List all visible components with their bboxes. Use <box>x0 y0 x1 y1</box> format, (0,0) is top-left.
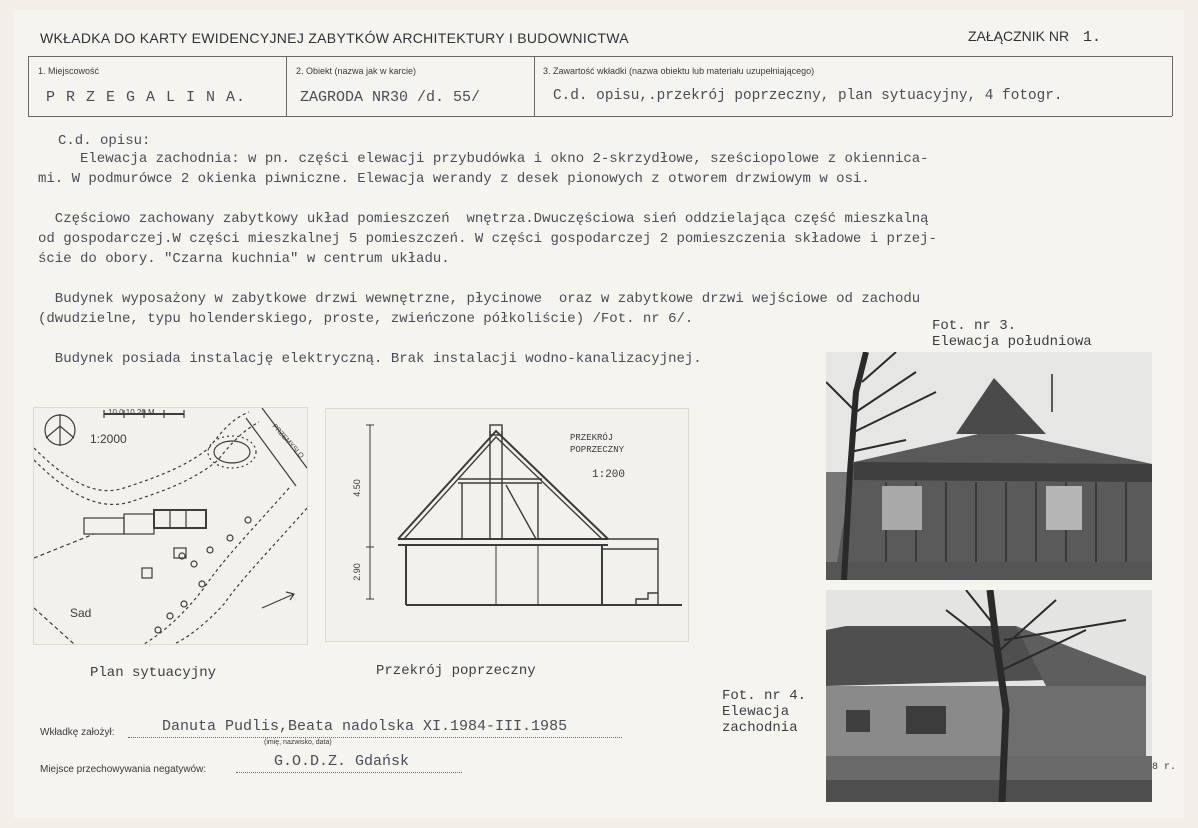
cross-section-drawing <box>326 409 688 641</box>
photo-3-caption-title: Elewacja południowa <box>932 334 1092 350</box>
photo-4-caption-title-1: Elewacja <box>722 704 790 720</box>
edge-mark: 8 r. <box>1152 762 1177 773</box>
description-line: od gospodarczej.W części mieszkalnej 5 pomieszczeń. W części gospodarczej 2 pomieszczenia składowe i przej- <box>38 231 937 247</box>
author-hint: (imię, nazwisko, data) <box>264 739 332 746</box>
annex-number: 1. <box>1083 29 1102 46</box>
dimension-upper: 4.50 <box>351 479 362 497</box>
dimension-lower: 2.90 <box>351 563 362 581</box>
plan-road-label: PRZEMYSLO <box>270 423 305 460</box>
photo-3-image <box>826 352 1152 580</box>
rule-right <box>1172 56 1173 116</box>
plan-scale-bar: 10 0 10 20 M <box>108 408 155 417</box>
storage-line <box>236 772 462 773</box>
field-1-value: P R Z E G A L I N A. <box>46 89 247 106</box>
rule-bottom <box>28 116 1172 117</box>
description-line: mi. W podmurówce 2 okienka piwniczne. Elewacja werandy z desek pionowych z otworem drzwiowym w osi. <box>38 171 870 187</box>
description-heading: C.d. opisu: <box>58 133 151 149</box>
author-line <box>128 737 622 738</box>
field-2-value: ZAGRODA NR30 /d. 55/ <box>300 89 481 106</box>
description-line: Budynek wyposażony w zabytkowe drzwi wewnętrzne, płycinowe oraz w zabytkowe drzwi wejściowe od zachodu <box>38 291 921 307</box>
photo-4-west-elevation <box>826 590 1152 802</box>
description-line <box>38 189 937 209</box>
description-line: (dwudzielne, typu holenderskiego, proste, zwieńczone półkoliście) /Fot. nr 6/. <box>38 311 694 327</box>
description-text <box>38 149 937 369</box>
document-title: WKŁADKA DO KARTY EWIDENCYJNEJ ZABYTKÓW ARCHITEKTURY I BUDOWNICTWA <box>40 30 629 46</box>
rule-top <box>28 56 1172 57</box>
description-line: Elewacja zachodnia: w pn. części elewacji przybudówka i okno 2-skrzydłowe, sześciopolowe z okiennica- <box>38 151 929 167</box>
annex-label-text: ZAŁĄCZNIK NR <box>968 28 1070 44</box>
plan-scale: 1:2000 <box>90 432 127 446</box>
description-line <box>38 329 937 349</box>
photo-4-caption-title-2: zachodnia <box>722 720 798 736</box>
section-title-1: PRZEKRÓJ <box>570 433 614 443</box>
plan-caption: Plan sytuacyjny <box>90 665 217 681</box>
description-line: Budynek posiada instalację elektryczną. Brak instalacji wodno-kanalizacyjnej. <box>38 351 702 367</box>
plan-orchard-label: Sad <box>70 606 92 620</box>
photo-3-caption-number: Fot. nr 3. <box>932 318 1017 334</box>
description-line: Częściowo zachowany zabytkowy układ pomieszczeń wnętrza.Dwuczęściowa sień oddzielająca część mieszkalną <box>38 211 929 227</box>
field-2-label: 2. Obiekt (nazwa jak w karcie) <box>296 66 417 76</box>
rule-left <box>28 56 29 116</box>
storage-label: Miejsce przechowywania negatywów: <box>40 764 207 775</box>
section-scale: 1:200 <box>592 469 626 481</box>
storage-value: G.O.D.Z. Gdańsk <box>274 753 410 770</box>
description-line <box>38 269 937 289</box>
rule-div-2 <box>534 56 535 116</box>
photo-4-image <box>826 590 1152 802</box>
field-1-label: 1. Miejscowość <box>38 66 100 76</box>
field-3-label: 3. Zawartość wkładki (nazwa obiektu lub materiału uzupełniającego) <box>543 66 815 76</box>
description-line: ście do obory. "Czarna kuchnia" w centrum układu. <box>38 251 450 267</box>
section-caption: Przekrój poprzeczny <box>376 663 536 679</box>
annex-label <box>968 28 1101 46</box>
author-label: Wkładkę założył: <box>40 727 115 738</box>
photo-3-south-elevation <box>826 352 1152 580</box>
cross-section-sketch <box>325 408 689 642</box>
author-value: Danuta Pudlis,Beata nadolska XI.1984-III.1985 <box>162 718 568 735</box>
site-plan-sketch <box>33 407 308 645</box>
section-title-2: POPRZECZNY <box>570 445 625 455</box>
rule-div-1 <box>286 56 287 116</box>
field-3-value: C.d. opisu,.przekrój poprzeczny, plan sytuacyjny, 4 fotogr. <box>553 88 1063 104</box>
photo-4-caption-number: Fot. nr 4. <box>722 688 807 704</box>
